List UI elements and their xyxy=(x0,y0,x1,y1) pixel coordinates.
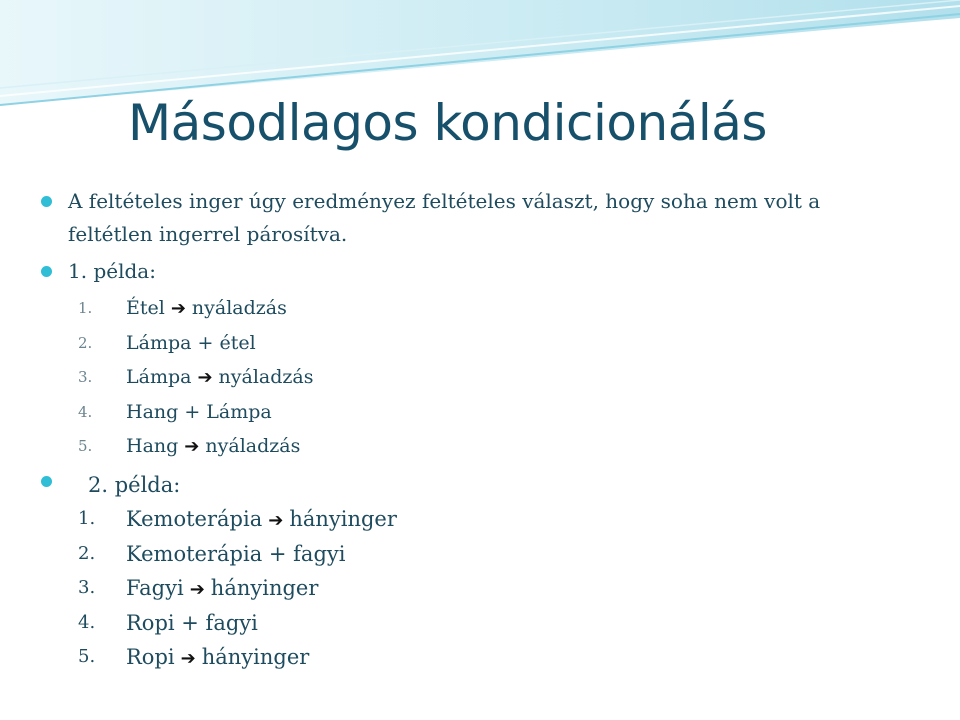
list-item-number: 3. xyxy=(78,577,96,598)
list-item-text xyxy=(126,293,287,324)
arrow-right-icon: ➔ xyxy=(268,510,284,531)
arrow-right-icon: ➔ xyxy=(180,648,196,669)
list-item-text xyxy=(126,539,345,569)
example1-heading: 1. példa: xyxy=(68,259,156,283)
list-item-text xyxy=(126,431,300,462)
page-title: Másodlagos kondicionálás xyxy=(128,94,767,152)
list-item-text xyxy=(126,608,258,638)
list-item-number: 5. xyxy=(78,437,93,455)
intro-line-1: A feltételes inger úgy eredményez feltételes választ, hogy soha nem volt a xyxy=(68,189,821,213)
list-item-stimulus: Hang + Lámpa xyxy=(126,400,272,423)
list-item-response: hányinger xyxy=(210,576,319,600)
list-item-number: 2. xyxy=(78,333,93,352)
list-item-response: hányinger xyxy=(201,645,310,669)
list-item-stimulus: Fagyi xyxy=(126,576,184,600)
list-item-stimulus: Kemoterápia xyxy=(126,507,263,531)
bullet-dot-icon xyxy=(41,266,52,277)
list-item-text xyxy=(126,362,314,393)
list-item-stimulus: Hang xyxy=(126,435,179,457)
list-item-number: 1. xyxy=(78,508,96,529)
list-item-stimulus: Ropi xyxy=(126,645,175,669)
list-item-text xyxy=(126,328,256,358)
list-item-text xyxy=(126,642,309,674)
list-item-stimulus: Lámpa + étel xyxy=(126,331,256,354)
intro-line-2: feltétlen ingerrel párosítva. xyxy=(68,222,348,246)
list-item-text xyxy=(126,504,397,536)
arrow-right-icon: ➔ xyxy=(197,367,213,388)
list-item-response: nyáladzás xyxy=(191,297,287,319)
list-item-number: 2. xyxy=(78,542,96,564)
list-item-number: 4. xyxy=(78,611,96,633)
list-item-number: 1. xyxy=(78,299,93,317)
list-item-stimulus: Ropi + fagyi xyxy=(126,610,258,635)
arrow-right-icon: ➔ xyxy=(184,436,200,457)
list-item-number: 5. xyxy=(78,646,96,667)
bullet-dot-icon xyxy=(41,476,52,487)
list-item-text xyxy=(126,397,272,427)
bullet-dot-icon xyxy=(41,196,52,207)
arrow-right-icon: ➔ xyxy=(170,298,186,319)
list-item-number: 3. xyxy=(78,368,93,386)
example2-heading: 2. példa: xyxy=(88,473,181,497)
arrow-right-icon: ➔ xyxy=(189,579,205,600)
list-item-stimulus: Étel xyxy=(126,297,165,319)
list-item-number: 4. xyxy=(78,402,93,421)
list-item-response: nyáladzás xyxy=(205,435,301,457)
list-item-text xyxy=(126,573,318,605)
list-item-response: nyáladzás xyxy=(218,366,314,388)
list-item-response: hányinger xyxy=(289,507,397,531)
list-item-stimulus: Kemoterápia + fagyi xyxy=(126,541,346,566)
list-item-stimulus: Lámpa xyxy=(126,366,192,388)
